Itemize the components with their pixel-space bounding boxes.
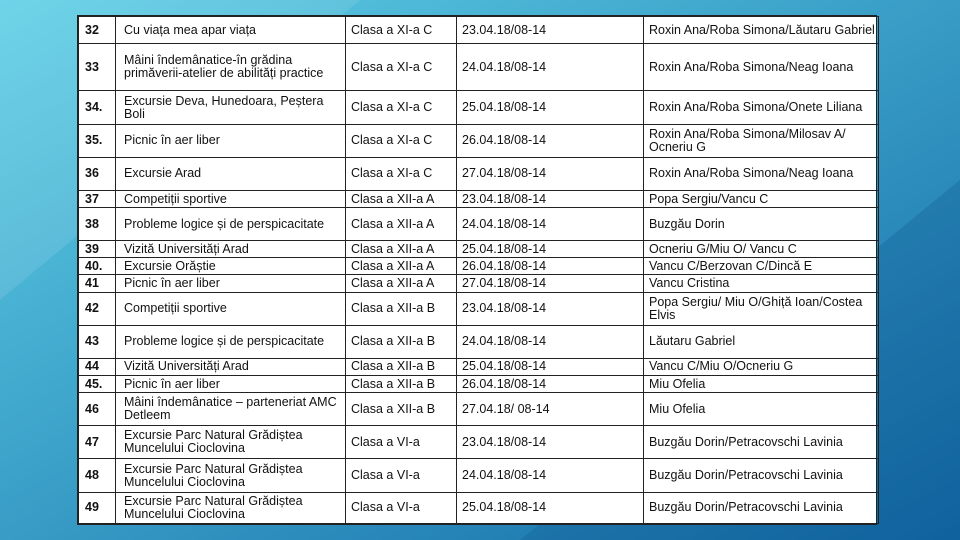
responsible-cell: Lăutaru Gabriel bbox=[644, 325, 879, 358]
class-cell: Clasa a XII-a A bbox=[346, 190, 457, 207]
activity-cell: Picnic în aer liber bbox=[116, 376, 346, 393]
row-number: 32 bbox=[79, 17, 116, 44]
responsible-cell: Buzgău Dorin/Petracovschi Lavinia bbox=[644, 459, 879, 492]
row-number: 38 bbox=[79, 208, 116, 241]
table-row bbox=[79, 190, 879, 207]
table-row bbox=[79, 426, 879, 459]
activity-cell: Mâini îndemânatice-în grădina primăverii-atelier de abilități practice bbox=[116, 44, 346, 91]
activity-cell: Mâini îndemânatice – parteneriat AMC Detleem bbox=[116, 393, 346, 426]
class-cell: Clasa a XI-a C bbox=[346, 91, 457, 124]
table-row bbox=[79, 44, 879, 91]
date-cell: 26.04.18/08-14 bbox=[457, 124, 644, 157]
table-row bbox=[79, 241, 879, 258]
date-cell: 26.04.18/08-14 bbox=[457, 376, 644, 393]
date-cell: 25.04.18/08-14 bbox=[457, 492, 644, 523]
activity-cell: Excursie Deva, Hunedoara, Peștera Boli bbox=[116, 91, 346, 124]
class-cell: Clasa a VI-a bbox=[346, 492, 457, 523]
activity-cell: Excursie Parc Natural Grădiștea Muncelului Cioclovina bbox=[116, 426, 346, 459]
row-number: 46 bbox=[79, 393, 116, 426]
activity-cell: Picnic în aer liber bbox=[116, 124, 346, 157]
table-row bbox=[79, 292, 879, 325]
responsible-cell: Popa Sergiu/Vancu C bbox=[644, 190, 879, 207]
row-number: 47 bbox=[79, 426, 116, 459]
class-cell: Clasa a XII-a A bbox=[346, 258, 457, 275]
table-row bbox=[79, 124, 879, 157]
responsible-cell: Buzgău Dorin/Petracovschi Lavinia bbox=[644, 492, 879, 523]
responsible-cell: Ocneriu G/Miu O/ Vancu C bbox=[644, 241, 879, 258]
responsible-cell: Buzgău Dorin/Petracovschi Lavinia bbox=[644, 426, 879, 459]
class-cell: Clasa a XI-a C bbox=[346, 157, 457, 190]
row-number: 43 bbox=[79, 325, 116, 358]
responsible-cell: Roxin Ana/Roba Simona/Milosav A/ Ocneriu G bbox=[644, 124, 879, 157]
class-cell: Clasa a XI-a C bbox=[346, 44, 457, 91]
class-cell: Clasa a XII-a B bbox=[346, 358, 457, 375]
responsible-cell: Vancu C/Berzovan C/Dincă E bbox=[644, 258, 879, 275]
table-row bbox=[79, 393, 879, 426]
activity-cell: Vizită Universități Arad bbox=[116, 241, 346, 258]
class-cell: Clasa a XII-a B bbox=[346, 292, 457, 325]
responsible-cell: Roxin Ana/Roba Simona/Onete Liliana bbox=[644, 91, 879, 124]
responsible-cell: Buzgău Dorin bbox=[644, 208, 879, 241]
table-row bbox=[79, 275, 879, 292]
responsible-cell: Roxin Ana/Roba Simona/Lăutaru Gabriel bbox=[644, 17, 879, 44]
class-cell: Clasa a VI-a bbox=[346, 426, 457, 459]
date-cell: 27.04.18/08-14 bbox=[457, 275, 644, 292]
responsible-cell: Popa Sergiu/ Miu O/Ghiță Ioan/Costea Elvis bbox=[644, 292, 879, 325]
activity-cell: Picnic în aer liber bbox=[116, 275, 346, 292]
responsible-cell: Miu Ofelia bbox=[644, 393, 879, 426]
date-cell: 24.04.18/08-14 bbox=[457, 208, 644, 241]
date-cell: 23.04.18/08-14 bbox=[457, 190, 644, 207]
row-number: 49 bbox=[79, 492, 116, 523]
date-cell: 24.04.18/08-14 bbox=[457, 325, 644, 358]
date-cell: 25.04.18/08-14 bbox=[457, 241, 644, 258]
date-cell: 25.04.18/08-14 bbox=[457, 358, 644, 375]
row-number: 42 bbox=[79, 292, 116, 325]
class-cell: Clasa a VI-a bbox=[346, 459, 457, 492]
table-row bbox=[79, 17, 879, 44]
date-cell: 24.04.18/08-14 bbox=[457, 459, 644, 492]
activity-cell: Probleme logice și de perspicacitate bbox=[116, 208, 346, 241]
row-number: 34. bbox=[79, 91, 116, 124]
table-row bbox=[79, 459, 879, 492]
class-cell: Clasa a XII-a B bbox=[346, 376, 457, 393]
activity-cell: Excursie Orăștie bbox=[116, 258, 346, 275]
activity-cell: Vizită Universități Arad bbox=[116, 358, 346, 375]
table-row bbox=[79, 325, 879, 358]
responsible-cell: Vancu C/Miu O/Ocneriu G bbox=[644, 358, 879, 375]
table-row bbox=[79, 208, 879, 241]
table-row bbox=[79, 492, 879, 523]
class-cell: Clasa a XII-a B bbox=[346, 325, 457, 358]
activity-cell: Cu viața mea apar viața bbox=[116, 17, 346, 44]
activity-table-container bbox=[77, 15, 877, 525]
class-cell: Clasa a XI-a C bbox=[346, 17, 457, 44]
class-cell: Clasa a XI-a C bbox=[346, 124, 457, 157]
row-number: 35. bbox=[79, 124, 116, 157]
date-cell: 23.04.18/08-14 bbox=[457, 426, 644, 459]
row-number: 44 bbox=[79, 358, 116, 375]
table-row bbox=[79, 358, 879, 375]
date-cell: 27.04.18/08-14 bbox=[457, 157, 644, 190]
row-number: 40. bbox=[79, 258, 116, 275]
date-cell: 23.04.18/08-14 bbox=[457, 17, 644, 44]
activity-cell: Excursie Parc Natural Grădiștea Muncelului Cioclovina bbox=[116, 459, 346, 492]
responsible-cell: Vancu Cristina bbox=[644, 275, 879, 292]
row-number: 39 bbox=[79, 241, 116, 258]
class-cell: Clasa a XII-a B bbox=[346, 393, 457, 426]
row-number: 36 bbox=[79, 157, 116, 190]
class-cell: Clasa a XII-a A bbox=[346, 241, 457, 258]
responsible-cell: Roxin Ana/Roba Simona/Neag Ioana bbox=[644, 157, 879, 190]
class-cell: Clasa a XII-a A bbox=[346, 275, 457, 292]
date-cell: 23.04.18/08-14 bbox=[457, 292, 644, 325]
row-number: 48 bbox=[79, 459, 116, 492]
responsible-cell: Miu Ofelia bbox=[644, 376, 879, 393]
table-row bbox=[79, 91, 879, 124]
activity-cell: Competiții sportive bbox=[116, 190, 346, 207]
row-number: 33 bbox=[79, 44, 116, 91]
date-cell: 25.04.18/08-14 bbox=[457, 91, 644, 124]
activity-cell: Competiții sportive bbox=[116, 292, 346, 325]
table-row bbox=[79, 258, 879, 275]
table-row bbox=[79, 157, 879, 190]
responsible-cell: Roxin Ana/Roba Simona/Neag Ioana bbox=[644, 44, 879, 91]
activity-cell: Probleme logice și de perspicacitate bbox=[116, 325, 346, 358]
class-cell: Clasa a XII-a A bbox=[346, 208, 457, 241]
table-row bbox=[79, 376, 879, 393]
activity-cell: Excursie Parc Natural Grădiștea Muncelului Cioclovina bbox=[116, 492, 346, 523]
activity-table bbox=[78, 16, 879, 524]
date-cell: 27.04.18/ 08-14 bbox=[457, 393, 644, 426]
row-number: 37 bbox=[79, 190, 116, 207]
activity-cell: Excursie Arad bbox=[116, 157, 346, 190]
date-cell: 24.04.18/08-14 bbox=[457, 44, 644, 91]
row-number: 45. bbox=[79, 376, 116, 393]
row-number: 41 bbox=[79, 275, 116, 292]
date-cell: 26.04.18/08-14 bbox=[457, 258, 644, 275]
